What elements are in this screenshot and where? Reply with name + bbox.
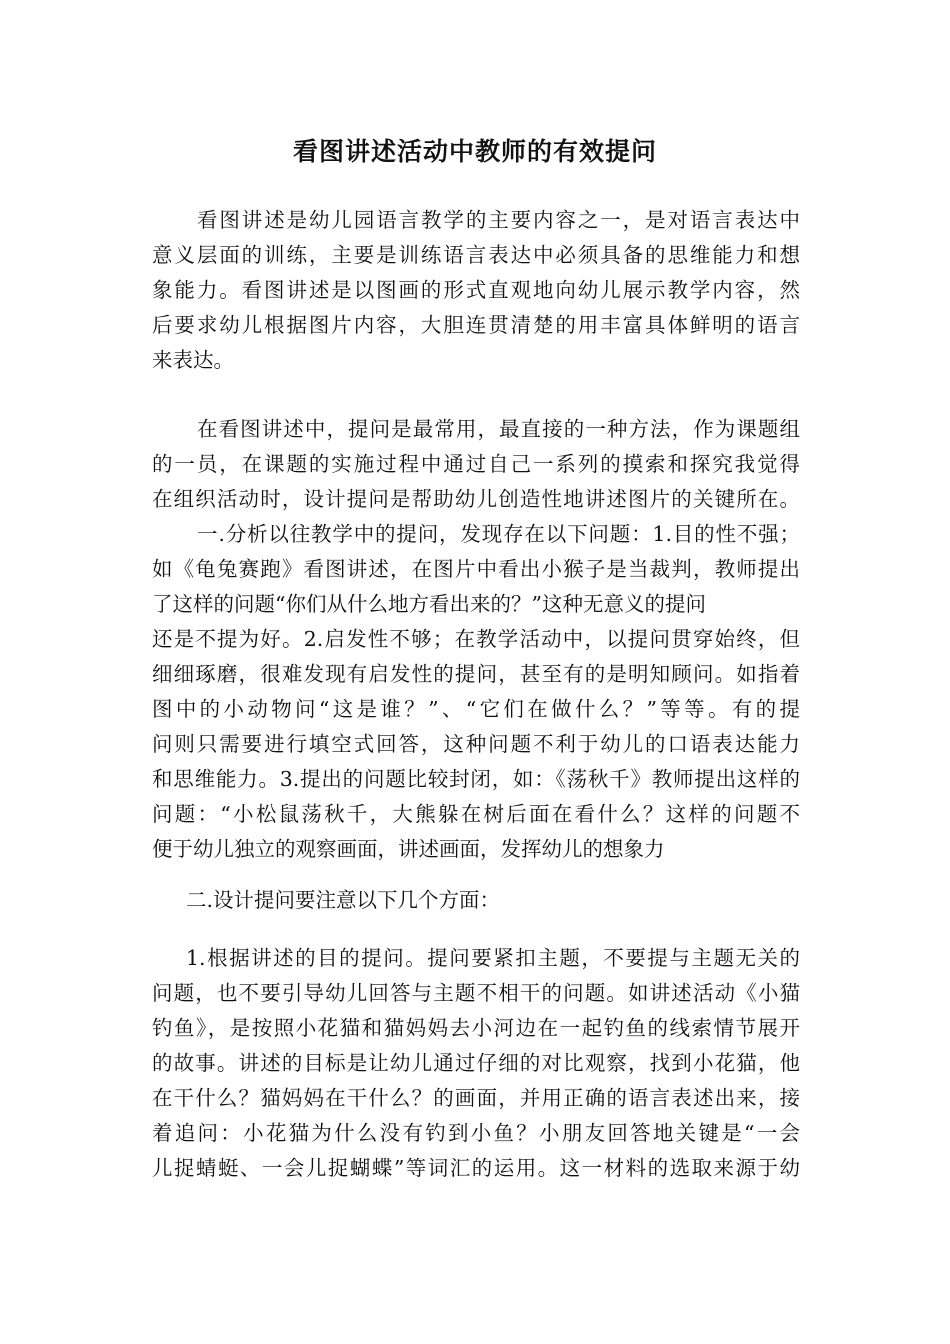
text-line: 在组织活动时，设计提问是帮助幼儿创造性地讲述图片的关键所在。 (152, 487, 800, 511)
text-line: 和思维能力。3.提出的问题比较封闭，如：《荡秋千》教师提出这样的 (152, 767, 800, 791)
text-line: 了这样的问题“你们从什么地方看出来的？”这种无意义的提问 (152, 592, 706, 616)
text-line: 一.分析以往教学中的提问，发现存在以下问题：1.目的性不强； (197, 522, 800, 546)
text-line: 在看图讲述中，提问是最常用，最直接的一种方法，作为课题组 (197, 417, 800, 441)
text-line: 后要求幼儿根据图片内容，大胆连贯清楚的用丰富具体鲜明的语言 (152, 313, 800, 337)
text-line: 1.根据讲述的目的提问。提问要紧扣主题，不要提与主题无关的 (186, 946, 800, 970)
paragraph-analysis (152, 412, 800, 867)
text-line: 儿捉蜻蜓、一会儿捉蝴蝶”等词汇的运用。这一材料的选取来源于幼 (152, 1156, 800, 1180)
text-line: 如《龟兔赛跑》看图讲述，在图片中看出小猴子是当裁判，教师提出 (152, 557, 800, 581)
text-line: 来表达。 (152, 348, 234, 372)
text-line: 意义层面的训练，主要是训练语言表达中必须具备的思维能力和想 (152, 243, 800, 267)
paragraph-point-one (152, 941, 800, 1186)
text-line: 问题，也不要引导幼儿回答与主题不相干的问题。如讲述活动《小猫 (152, 981, 800, 1005)
text-line: 图中的小动物问“这是谁？”、“它们在做什么？”等等。有的提 (152, 697, 800, 721)
section-heading-two (152, 883, 800, 918)
text-line: 的故事。讲述的目标是让幼儿通过仔细的对比观察，找到小花猫，他 (152, 1051, 800, 1075)
document-title: 看图讲述活动中教师的有效提问 (292, 137, 657, 166)
text-line: 看图讲述是幼儿园语言教学的主要内容之一，是对语言表达中 (197, 208, 800, 232)
paragraph-intro (152, 203, 800, 378)
text-line: 钓鱼》，是按照小花猫和猫妈妈去小河边在一起钓鱼的线索情节展开 (152, 1016, 800, 1040)
text-line: 问题：“小松鼠荡秋千，大熊躲在树后面在看什么？这样的问题不 (152, 802, 800, 826)
text-line: 在干什么？猫妈妈在干什么？的画面，并用正确的语言表述出来，接 (152, 1086, 800, 1110)
text-line: 着追问：小花猫为什么没有钓到小鱼？小朋友回答地关键是“一会 (152, 1121, 800, 1145)
text-line: 的一员，在课题的实施过程中通过自己一系列的摸索和探究我觉得 (152, 452, 800, 476)
text-line: 还是不提为好。2.启发性不够；在教学活动中，以提问贯穿始终，但 (152, 627, 800, 651)
text-line: 便于幼儿独立的观察画面，讲述画面，发挥幼儿的想象力 (152, 837, 665, 861)
section-heading: 二.设计提问要注意以下几个方面： (186, 888, 501, 912)
text-line: 问则只需要进行填空式回答，这种问题不利于幼儿的口语表达能力 (152, 732, 800, 756)
text-line: 象能力。看图讲述是以图画的形式直观地向幼儿展示教学内容，然 (152, 278, 800, 302)
text-line: 细细琢磨，很难发现有启发性的提问，甚至有的是明知顾问。如指着 (152, 662, 800, 686)
